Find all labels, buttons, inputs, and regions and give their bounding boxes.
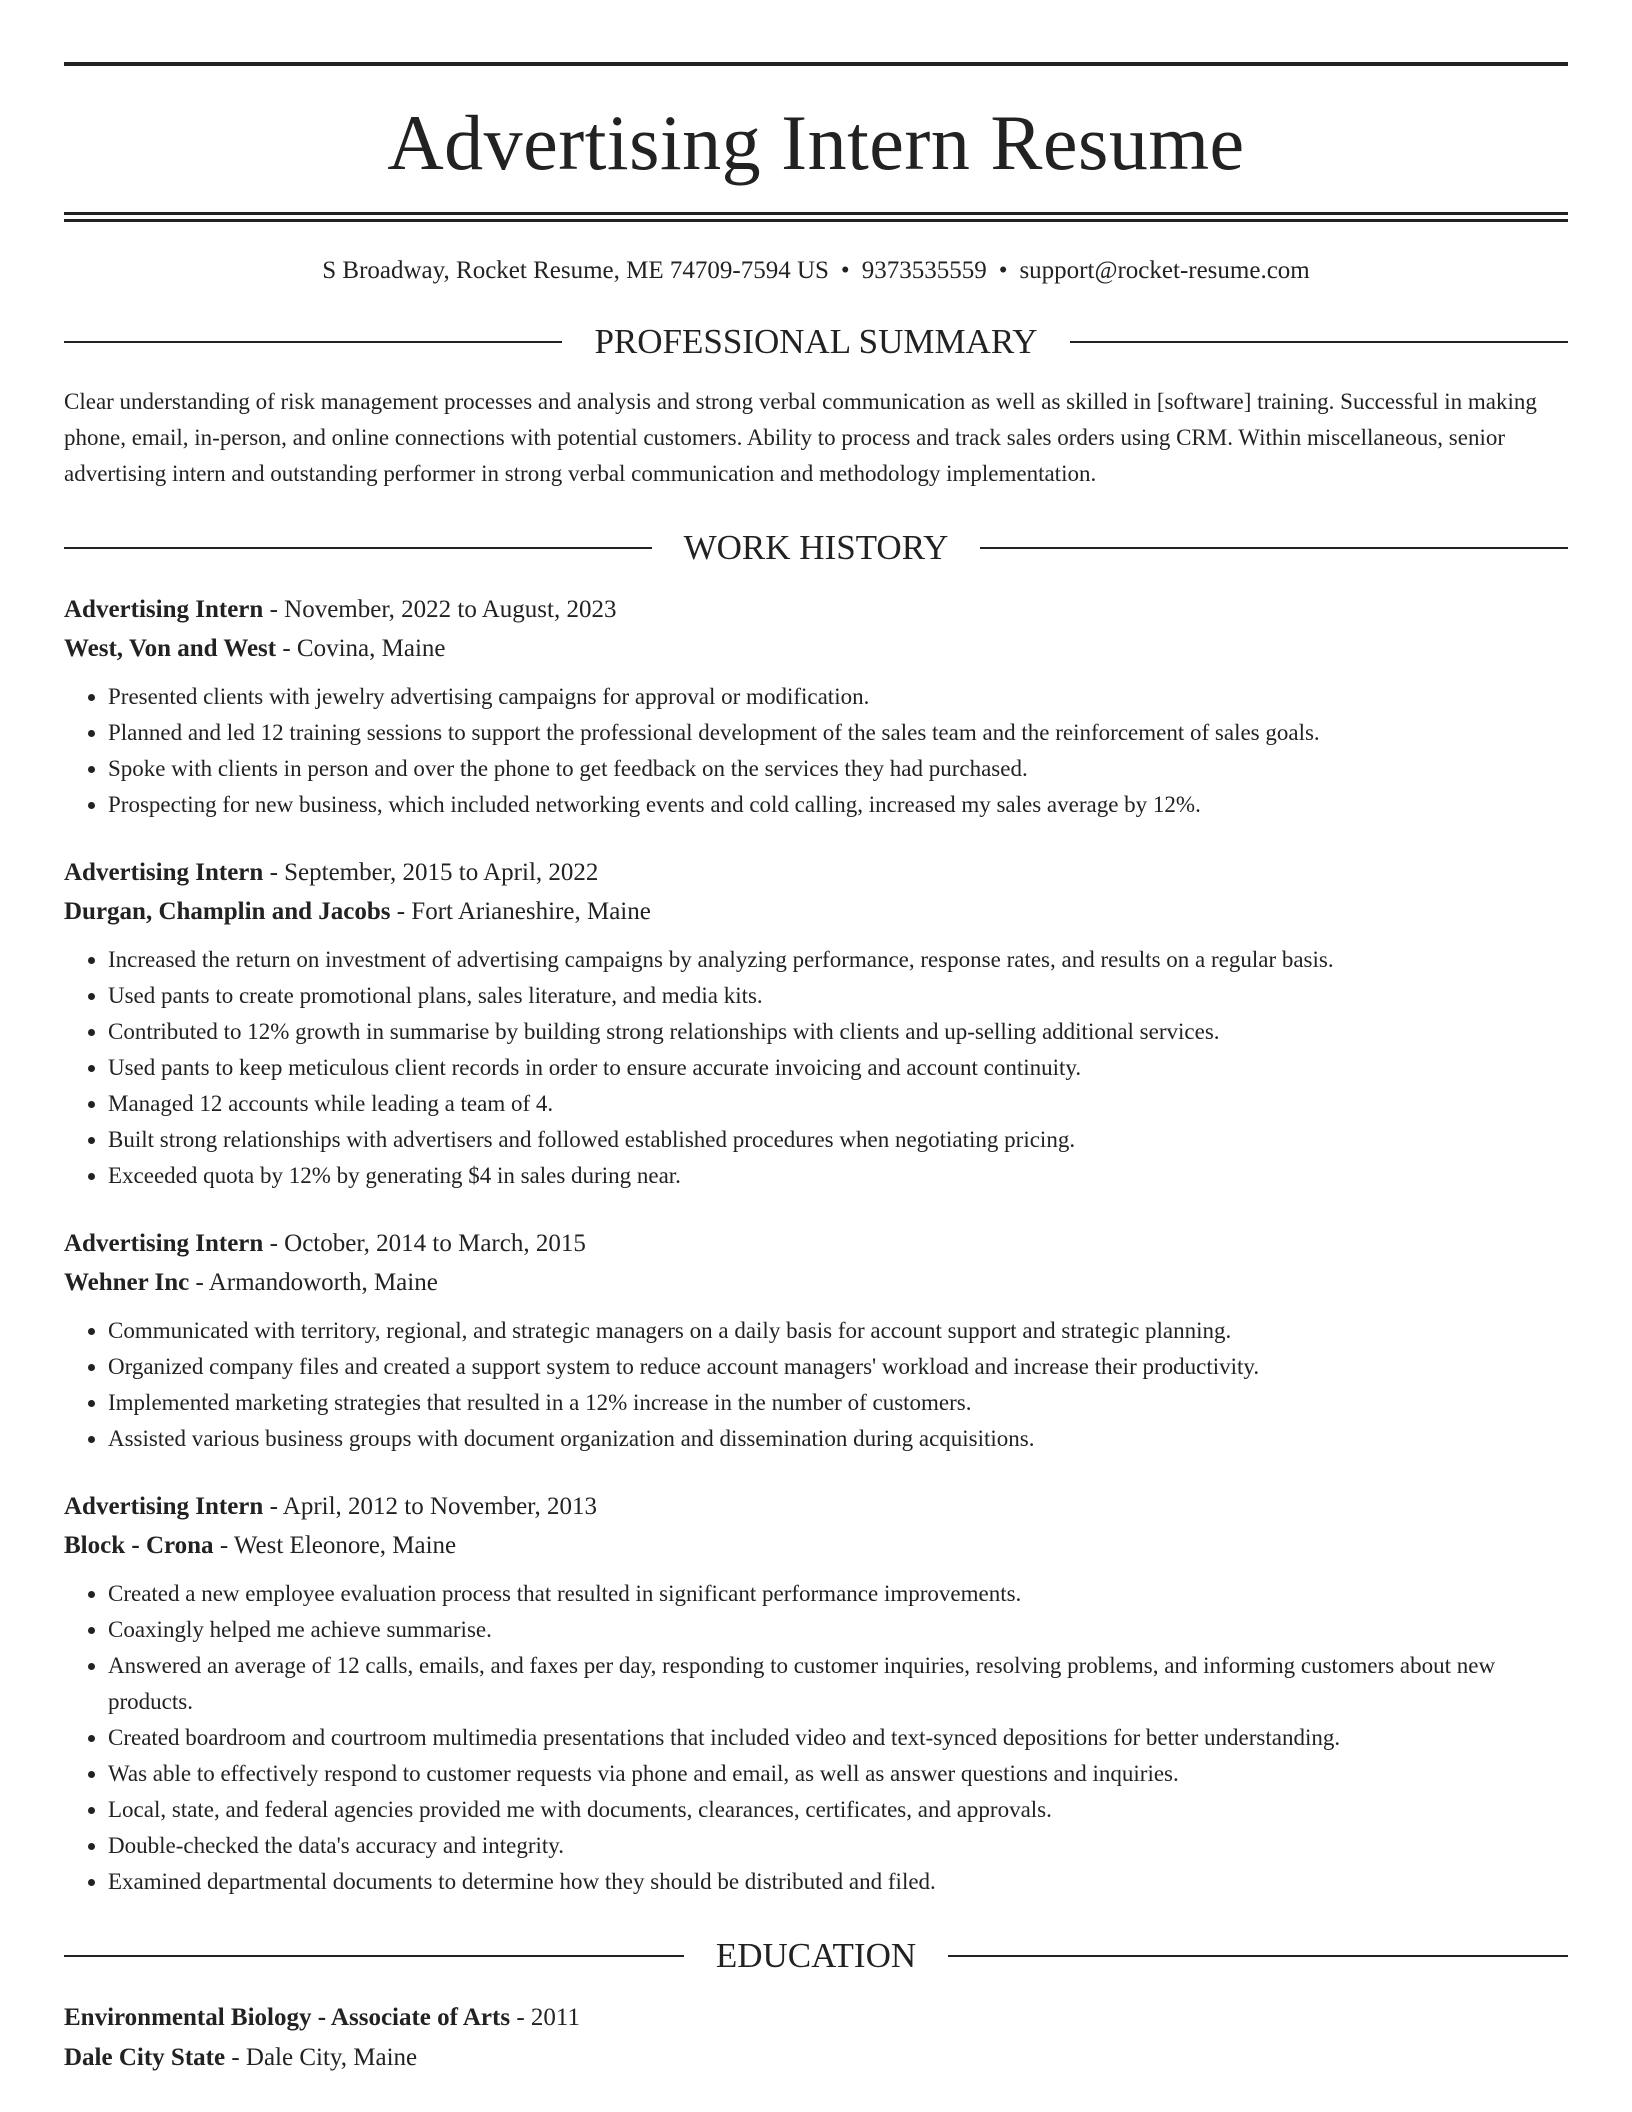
job-bullet: • Assisted various business groups with document organization and dissemination during acquisitions.: [108, 1421, 1568, 1457]
job-bullets: [64, 942, 1568, 1194]
job-bullet: • Created a new employee evaluation process that resulted in significant performance improvements.: [108, 1576, 1568, 1612]
job-bullet: • Double-checked the data's accuracy and integrity.: [108, 1828, 1568, 1864]
job-company: West, Von and West: [64, 635, 277, 662]
work-history-list: [64, 590, 1568, 1900]
job-bullets: [64, 1576, 1568, 1900]
contact-line: [64, 256, 1568, 286]
education-location: - Dale City, Maine: [225, 2044, 418, 2071]
job-bullets: [64, 679, 1568, 823]
job-company: Block - Crona: [64, 1532, 214, 1559]
job-title: Advertising Intern: [64, 859, 264, 886]
top-rule: [64, 62, 1568, 66]
job-bullet: • Organized company files and created a support system to reduce account managers' workload and increase their productivity.: [108, 1349, 1568, 1385]
summary-text: Clear understanding of risk management processes and analysis and strong verbal communication as well as skilled in [software] training. Successful in making phone, email, in-person, and online connections with potential customers. Ability to process and track sales orders using CRM. Within miscellaneous, senior advertising intern and outstanding performer in strong verbal communication and methodology implementation.: [64, 389, 1537, 486]
job-title: Advertising Intern: [64, 1493, 264, 1520]
contact-phone: 9373535559: [861, 257, 987, 284]
job-dates: - September, 2015 to April, 2022: [263, 859, 599, 886]
contact-separator: •: [998, 257, 1008, 284]
job-bullet: • Planned and led 12 training sessions to support the professional development of the sales team and the reinforcement of sales goals.: [108, 715, 1568, 751]
job-location: - Armandoworth, Maine: [189, 1269, 438, 1296]
education-degree: Environmental Biology - Associate of Arts: [64, 2004, 511, 2031]
heading-rule: [948, 1955, 1568, 1957]
job-title: Advertising Intern: [64, 596, 264, 623]
job-bullet: • Prospecting for new business, which included networking events and cold calling, increased my sales average by 12%.: [108, 787, 1568, 823]
education-entry: [64, 1998, 1568, 2078]
education-degree-line: [64, 1998, 1568, 2038]
job-title: Advertising Intern: [64, 1230, 264, 1257]
section-heading-education: [64, 1936, 1568, 1976]
job-bullet: • Communicated with territory, regional, and strategic managers on a daily basis for account support and strategic planning.: [108, 1313, 1568, 1349]
page-title: Advertising Intern Resume: [387, 99, 1245, 186]
job-bullet: • Used pants to create promotional plans, sales literature, and media kits.: [108, 978, 1568, 1014]
job-location: - Fort Arianeshire, Maine: [390, 898, 651, 925]
heading-rule: [1070, 341, 1568, 343]
job-title-line: [64, 1487, 1568, 1526]
job-bullet: • Increased the return on investment of advertising campaigns by analyzing performance, response rates, and results on a regular basis.: [108, 942, 1568, 978]
contact-address: S Broadway, Rocket Resume, ME 74709-7594 US: [322, 257, 829, 284]
job-company-line: [64, 1263, 1568, 1302]
section-heading-summary: [64, 322, 1568, 362]
job-bullet: • Spoke with clients in person and over the phone to get feedback on the services they had purchased.: [108, 751, 1568, 787]
job-bullet: • Answered an average of 12 calls, emails, and faxes per day, responding to customer inquiries, resolving problems, and informing customers about new products.: [108, 1648, 1568, 1720]
education-school: Dale City State: [64, 2044, 226, 2071]
job-bullet: • Was able to effectively respond to customer requests via phone and email, as well as answer questions and inquiries.: [108, 1756, 1568, 1792]
job-bullet: • Local, state, and federal agencies provided me with documents, clearances, certificates, and approvals.: [108, 1792, 1568, 1828]
job-dates: - November, 2022 to August, 2023: [263, 596, 617, 623]
job-bullet: • Implemented marketing strategies that resulted in a 12% increase in the number of customers.: [108, 1385, 1568, 1421]
job-company: Durgan, Champlin and Jacobs: [64, 898, 391, 925]
section-title: EDUCATION: [715, 1936, 917, 1975]
heading-rule: [64, 547, 652, 549]
job-company-line: [64, 1526, 1568, 1565]
job-entry: [64, 590, 1568, 823]
job-bullet: • Presented clients with jewelry advertising campaigns for approval or modification.: [108, 679, 1568, 715]
job-bullet: • Built strong relationships with advertisers and followed established procedures when negotiating pricing.: [108, 1122, 1568, 1158]
title-double-rule: [64, 212, 1568, 222]
job-dates: - April, 2012 to November, 2013: [263, 1493, 597, 1520]
education-year: - 2011: [510, 2004, 580, 2031]
job-bullet: • Coaxingly helped me achieve summarise.: [108, 1612, 1568, 1648]
job-company-line: [64, 629, 1568, 668]
job-title-line: [64, 1224, 1568, 1263]
heading-rule: [64, 341, 562, 343]
education-school-line: [64, 2038, 1568, 2078]
section-title: PROFESSIONAL SUMMARY: [594, 322, 1038, 361]
heading-rule: [980, 547, 1568, 549]
job-location: - Covina, Maine: [276, 635, 446, 662]
job-company-line: [64, 892, 1568, 931]
job-bullet: • Exceeded quota by 12% by generating $4 in sales during near.: [108, 1158, 1568, 1194]
job-company: Wehner Inc: [64, 1269, 190, 1296]
contact-separator: •: [840, 257, 850, 284]
job-dates: - October, 2014 to March, 2015: [263, 1230, 586, 1257]
heading-rule: [64, 1955, 684, 1957]
job-title-line: [64, 853, 1568, 892]
job-entry: [64, 1224, 1568, 1457]
job-bullet: • Contributed to 12% growth in summarise by building strong relationships with clients and up-selling additional services.: [108, 1014, 1568, 1050]
contact-email: support@rocket-resume.com: [1019, 257, 1310, 284]
job-bullet: • Examined departmental documents to determine how they should be distributed and filed.: [108, 1864, 1568, 1900]
job-title-line: [64, 590, 1568, 629]
job-location: - West Eleonore, Maine: [213, 1532, 457, 1559]
job-entry: [64, 853, 1568, 1194]
section-title: WORK HISTORY: [683, 528, 949, 567]
job-entry: [64, 1487, 1568, 1900]
section-heading-work: [64, 528, 1568, 568]
job-bullet: • Used pants to keep meticulous client records in order to ensure accurate invoicing and account continuity.: [108, 1050, 1568, 1086]
job-bullet: • Managed 12 accounts while leading a team of 4.: [108, 1086, 1568, 1122]
job-bullets: [64, 1313, 1568, 1457]
job-bullet: • Created boardroom and courtroom multimedia presentations that included video and text-synced depositions for better understanding.: [108, 1720, 1568, 1756]
